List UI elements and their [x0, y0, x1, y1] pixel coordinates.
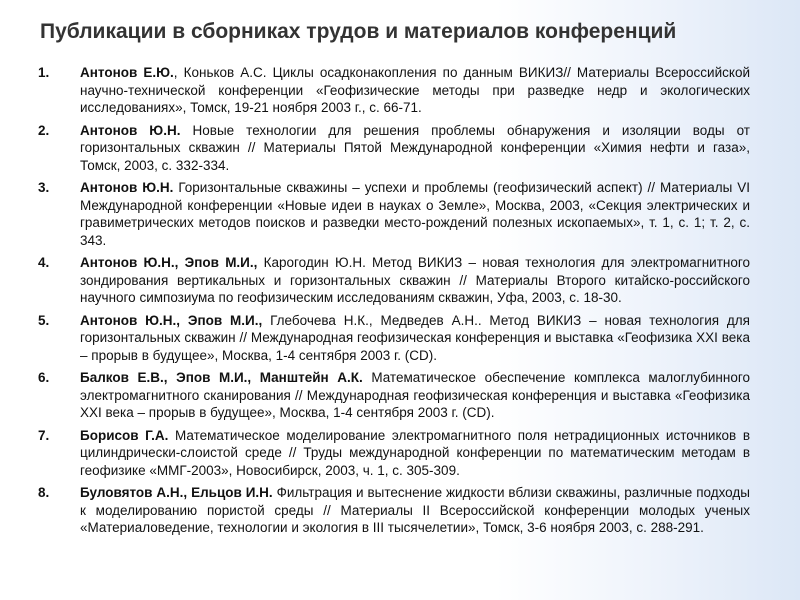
item-citation: Математическое обеспечение комплекса малоглубинного электромагнитного сканирования // Международная геофизическая конференция и выставка «Геофизика XXI века – прорыв в будущее», Москва, 1-4 сентября 2003 г. (CD). — [80, 370, 750, 420]
item-number: 3. — [38, 180, 50, 195]
item-citation: Глебочева Н.К., Медведев А.Н.. Метод ВИКИЗ – новая технология для горизонтальных скважин // Международная геофизическая конференция и выставка «Геофизика XXI века – прорыв в будущее», Москва, 1-4 сентября 2003 г. (CD). — [80, 312, 750, 363]
list-item — [34, 369, 750, 422]
item-authors: Балков Е.В., Эпов М.И., Манштейн А.К. — [80, 370, 363, 385]
item-authors: Антонов Е.Ю. — [80, 65, 174, 80]
list-item — [34, 122, 750, 175]
item-number: 1. — [38, 65, 50, 80]
list-item — [34, 312, 750, 365]
item-authors: Антонов Ю.Н. — [80, 180, 174, 195]
list-item — [34, 484, 750, 537]
list-item — [34, 64, 750, 117]
item-number: 4. — [38, 255, 50, 270]
item-citation: Карогодин Ю.Н. Метод ВИКИЗ – новая технология для электромагнитного зондирования вертикальных и горизонтальных скважин // Материалы Второго китайско-российского научного симпозиума по геофизическим исследованиям скважин, Уфа, 2003, с. 18-30. — [80, 255, 750, 305]
item-citation: Фильтрация и вытеснение жидкости вблизи скважины, различные подходы к моделированию пористой среды // Материалы II Всероссийской конференции молодых ученых «Материаловедение, технологии и экология в III тысячелетии», Томск, 3-6 ноября 2003, с. 288-291. — [80, 485, 750, 535]
list-item — [34, 254, 750, 307]
item-citation: Горизонтальные скважины – успехи и проблемы (геофизический аспект) // Материалы VI Международной конференции «Новые идеи в науках о Земле», Москва, 2003, «Секция электрических и гравиметрических методов поисков и разведки место-рождений полезных ископаемых», т. 1, с. 1; т. 2, с. 343. — [80, 180, 750, 248]
item-authors: Буловятов А.Н., Ельцов И.Н. — [80, 485, 273, 500]
item-text — [80, 179, 750, 249]
item-citation: , Коньков А.С. Циклы осадконакопления по данным ВИКИЗ// Материалы Всероссийской научно-технической конференции «Геофизические методы при разведке недр и экологических исследованиях», Томск, 19-21 ноября 2003 г., с. 66-71. — [80, 65, 750, 115]
item-number: 2. — [38, 122, 50, 138]
item-authors: Борисов Г.А. — [80, 427, 169, 443]
item-text — [80, 64, 750, 117]
item-authors: Антонов Ю.Н. — [80, 122, 181, 138]
list-item — [34, 427, 750, 480]
publication-list — [34, 64, 750, 542]
item-number: 6. — [38, 370, 50, 385]
item-citation: Математическое моделирование электромагнитного поля нетрадиционных источников в цилиндрически-слоистой среде // Труды международной конференции по математическим методам в геофизике «ММГ-2003», Новосибирск, 2003, ч. 1, с. 305-309. — [80, 427, 751, 478]
item-text — [80, 122, 750, 175]
item-text — [80, 484, 750, 537]
list-item — [34, 179, 750, 249]
item-citation: Новые технологии для решения проблемы обнаружения и изоляции воды от горизонтальных скважин // Материалы Пятой Международной конференции «Химия нефти и газа», Томск, 2003, с. 332-334. — [80, 122, 750, 173]
item-text — [80, 369, 750, 422]
item-text — [80, 427, 750, 480]
item-number: 8. — [38, 485, 50, 500]
item-text — [80, 312, 750, 365]
item-text — [80, 254, 750, 307]
item-number: 5. — [38, 312, 50, 328]
item-authors: Антонов Ю.Н., Эпов М.И., — [80, 255, 258, 270]
item-number: 7. — [38, 427, 50, 443]
page-title: Публикации в сборниках трудов и материалов конференций — [40, 20, 677, 43]
item-authors: Антонов Ю.Н., Эпов М.И., — [80, 312, 263, 328]
